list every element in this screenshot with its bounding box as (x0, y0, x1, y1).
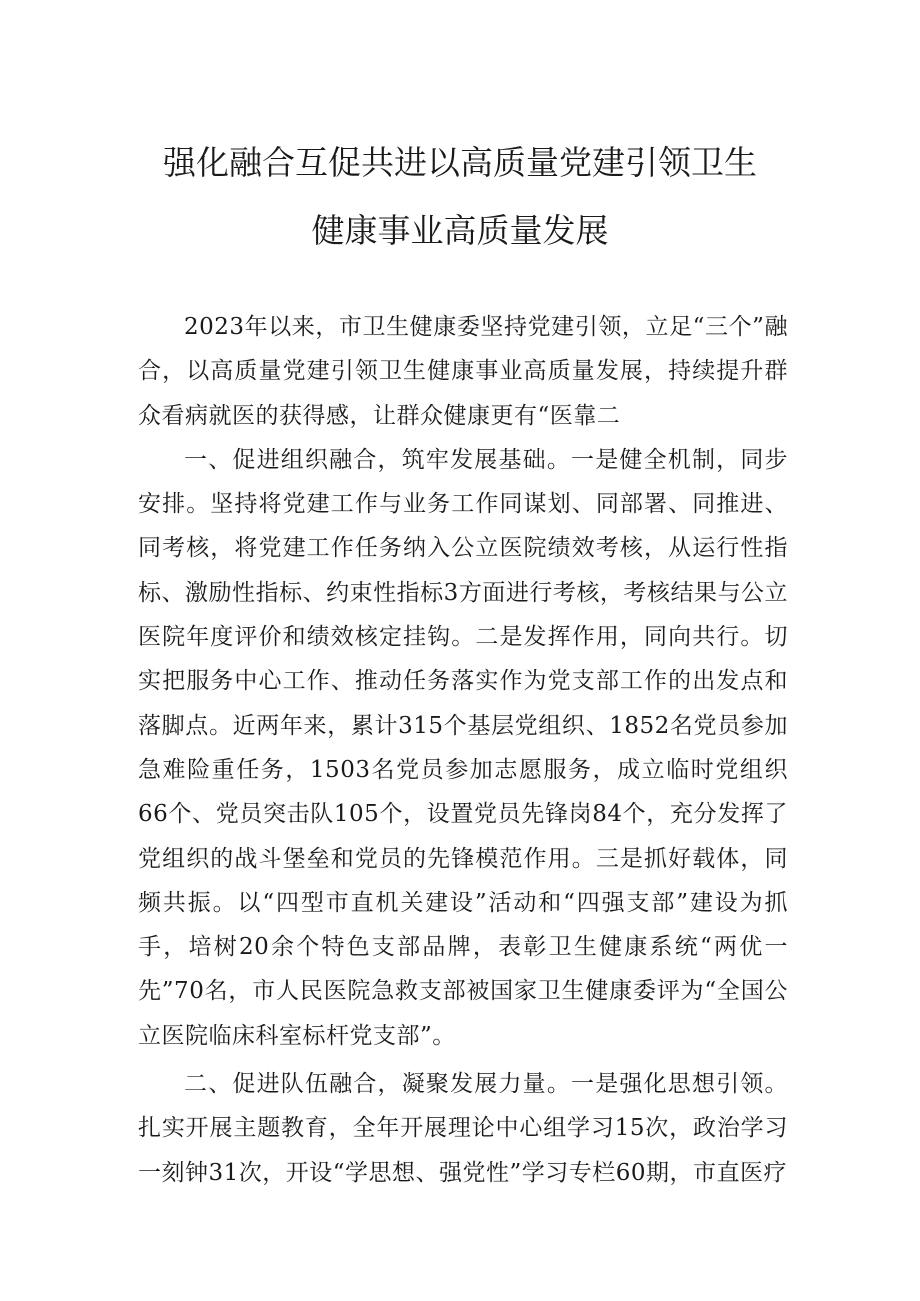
paragraph-intro: 2023年以来，市卫生健康委坚持党建引领，立足“三个”融合，以高质量党建引领卫生健康事业高质量发展，持续提升群众看病就医的获得感，让群众健康更有“医靠二 (138, 314, 788, 429)
paragraph-organization-integration: 一、促进组织融合，筑牢发展基础。一是健全机制，同步安排。坚持将党建工作与业务工作同谋划、同部署、同推进、同考核，将党建工作任务纳入公立医院绩效考核，从运行性指标、激励性指标、约束性指标3方面进行考核，考核结果与公立医院年度评价和绩效核定挂钩。二是发挥作用，同向共行。切实把服务中心工作、推动任务落实作为党支部工作的出发点和落脚点。近两年来，累计315个基层党组织、1852名党员参加急难险重任务，1503名党员参加志愿服务，成立临时党组织66个、党员突击队105个，设置党员先锋岗84个，充分发挥了党组织的战斗堡垒和党员的先锋模范作用。三是抓好载体，同频共振。以“四型市直机关建设”活动和“四强支部”建设为抓手，培树20余个特色支部品牌，表彰卫生健康系统“两优一先”70名，市人民医院急救支部被国家卫生健康委评为“全国公立医院临床科室标杆党支部”。 (138, 446, 788, 1049)
document-title-line-2: 健康事业高质量发展 (311, 211, 609, 250)
document-body (138, 305, 788, 1195)
paragraph-team-integration: 二、促进队伍融合，凝聚发展力量。一是强化思想引领。扎实开展主题教育，全年开展理论中心组学习15次，政治学习一刻钟31次，开设“学思想、强党性”学习专栏60期，市直医疗 (138, 1071, 788, 1186)
document-title-line-1: 强化融合互促共进以高质量党建引领卫生 (163, 143, 757, 182)
